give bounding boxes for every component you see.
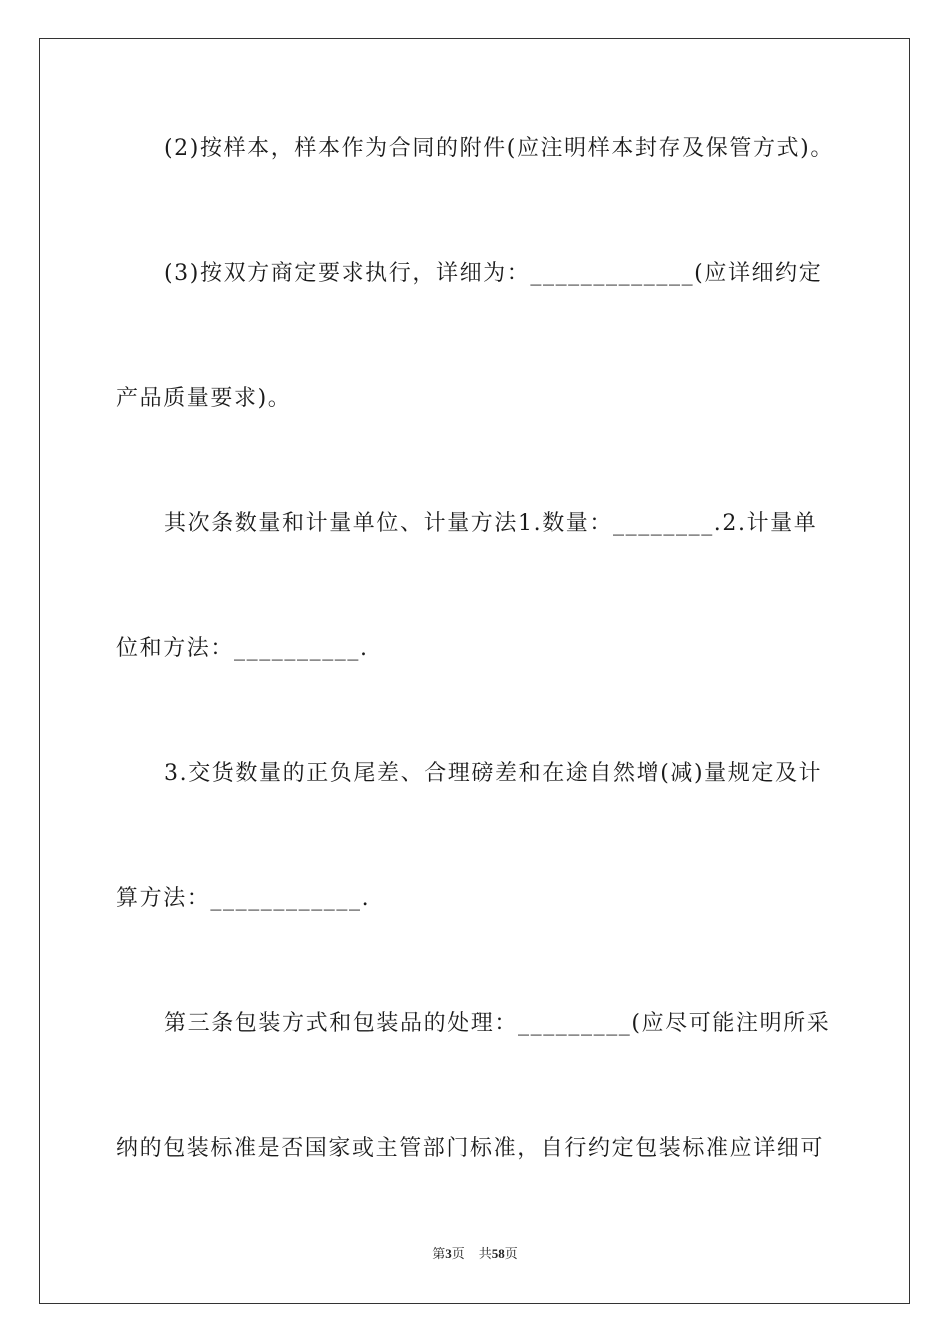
page-suffix: 页	[451, 1246, 465, 1261]
paragraph-line-4: 其次条数量和计量单位、计量方法1.数量：________.2.计量单	[164, 511, 818, 536]
total-suffix: 页	[504, 1246, 518, 1261]
paragraph-line-7: 算方法：____________.	[116, 886, 371, 911]
paragraph-line-9: 纳的包装标准是否国家或主管部门标准，自行约定包装标准应详细可	[116, 1136, 825, 1161]
paragraph-line-2: (3)按双方商定要求执行，详细为：_____________(应详细约定	[164, 261, 823, 286]
page-footer	[0, 1245, 950, 1263]
paragraph-line-3: 产品质量要求)。	[116, 386, 292, 411]
page-prefix: 第	[432, 1246, 446, 1261]
paragraph-line-6: 3.交货数量的正负尾差、合理磅差和在途自然增(减)量规定及计	[164, 761, 823, 786]
paragraph-line-5: 位和方法：__________.	[116, 636, 369, 661]
paragraph-line-8: 第三条包装方式和包装品的处理：_________(应尽可能注明所采	[164, 1011, 831, 1036]
paragraph-line-1: (2)按样本，样本作为合同的附件(应注明样本封存及保管方式)。	[164, 136, 834, 161]
page-border	[39, 38, 910, 1304]
total-prefix: 共	[478, 1246, 492, 1261]
page-number: 3	[445, 1246, 452, 1261]
total-pages: 58	[491, 1246, 505, 1261]
